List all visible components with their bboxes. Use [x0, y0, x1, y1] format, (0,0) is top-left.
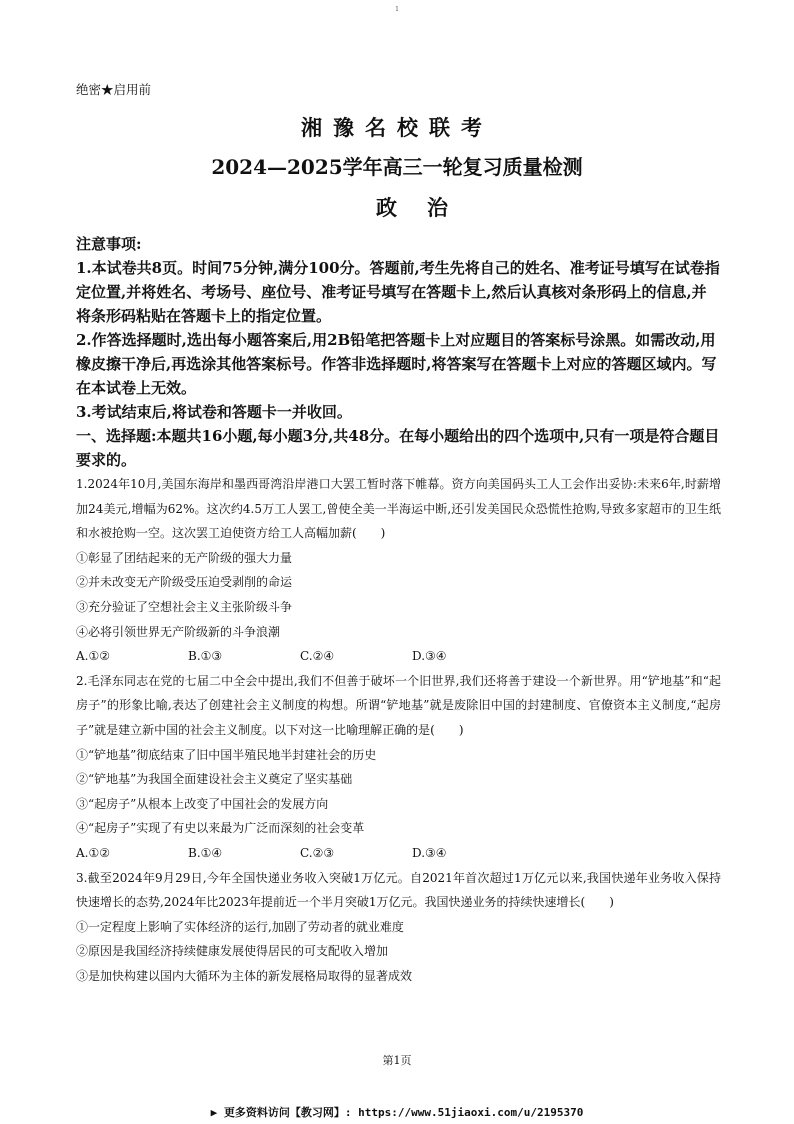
question-option: ②并未改变无产阶级受压迫受剥削的命运: [76, 575, 293, 590]
question-option: ③“起房子”从根本上改变了中国社会的发展方向: [76, 796, 329, 811]
question-option: ②“铲地基”为我国全面建设社会主义奠定了坚实基础: [76, 772, 353, 787]
page-mark: 1: [395, 6, 399, 13]
exam-subtitle: 2024—2025学年高三一轮复习质量检测: [211, 155, 583, 179]
notice-heading: 注意事项:: [76, 235, 142, 253]
question-option: ②原因是我国经济持续健康发展使得居民的可支配收入增加: [76, 944, 389, 959]
question-option: ①一定程度上影响了实体经济的运行,加剧了劳动者的就业难度: [76, 919, 404, 934]
answer-choices: [76, 644, 721, 669]
question-option: ①“铲地基”彻底结束了旧中国半殖民地半封建社会的历史: [76, 747, 377, 762]
answer-choice-b: B.①③: [188, 649, 223, 664]
answer-choice-d: D.③④: [412, 845, 447, 860]
notice-item: 3.考试结束后,将试卷和答题卡一并收回。: [76, 403, 352, 421]
question-option: ①彰显了团结起来的无产阶级的强大力量: [76, 550, 293, 565]
subject-title: 政治: [376, 195, 478, 220]
exam-title: 湘豫名校联考: [301, 115, 493, 140]
question-option: ③充分验证了空想社会主义主张阶级斗争: [76, 599, 293, 614]
page-number: 第1页: [382, 1054, 412, 1067]
question-3: [76, 866, 721, 989]
notice-item: 1.本试卷共8页。时间75分钟,满分100分。答题前,考生先将自己的姓名、准考证号填写在试卷指定位置,并将姓名、考场号、座位号、准考证号填写在答题卡上,然后认真核对条形码上的信息,并将条形码粘贴在答题卡上的指定位置。: [76, 259, 720, 325]
answer-choice-c: C.②④: [300, 649, 335, 664]
answer-choice-b: B.①④: [188, 845, 223, 860]
question-option: ③是加快构建以国内大循环为主体的新发展格局取得的显著成效: [76, 968, 413, 983]
question-stem: 2.毛泽东同志在党的七届二中全会中提出,我们不但善于破坏一个旧世界,我们还将善于建设一个新世界。用“铲地基”和“起房子”的形象比喻,表达了创建社会主义制度的构想。所谓“铲地基”就是废除旧中国的封建制度、官僚资本主义制度,“起房子”就是建立新中国的社会主义制度。以下对这一比喻理解正确的是( ): [76, 673, 721, 737]
resource-link[interactable]: ▶ 更多资料访问【教习网】: https://www.51jiaoxi.com/u/2195370: [210, 1106, 584, 1119]
question-stem: 1.2024年10月,美国东海岸和墨西哥湾沿岸港口大罢工暂时落下帷幕。资方向美国码头工人工会作出妥协:未来6年,时薪增加24美元,增幅为62%。这次约4.5万工人罢工,曾使全美一半海运中断,还引发美国民众恐慌性抢购,导致多家超市的卫生纸和水被抢购一空。这次罢工迫使资方给工人高幅加薪( ): [76, 477, 721, 541]
question-option: ④必将引领世界无产阶级新的斗争浪潮: [76, 624, 281, 639]
answer-choice-a: A.①②: [76, 649, 110, 664]
question-2: [76, 669, 721, 866]
section-heading: 一、选择题:本题共16小题,每小题3分,共48分。在每小题给出的四个选项中,只有一项是符合题目要求的。: [76, 427, 720, 469]
answer-choice-d: D.③④: [412, 649, 447, 664]
question-option: ④“起房子”实现了有史以来最为广泛而深刻的社会变革: [76, 821, 365, 836]
answer-choice-a: A.①②: [76, 845, 110, 860]
answer-choice-c: C.②③: [300, 845, 335, 860]
exam-content: [76, 232, 721, 988]
notice-item: 2.作答选择题时,选出每小题答案后,用2B铅笔把答题卡上对应题目的答案标号涂黑。如需改动,用橡皮擦干净后,再选涂其他答案标号。作答非选择题时,将答案写在答题卡上对应的答题区域内。写在本试卷上无效。: [76, 331, 717, 397]
answer-choices: [76, 841, 721, 866]
confidential-label: 绝密★启用前: [76, 82, 152, 97]
question-1: [76, 472, 721, 669]
question-stem: 3.截至2024年9月29日,今年全国快递业务收入突破1万亿元。自2021年首次超过1万亿元以来,我国快递年业务收入保持快速增长的态势,2024年比2023年提前近一个半月突破1万亿元。我国快递业务的持续快速增长( ): [76, 870, 721, 910]
